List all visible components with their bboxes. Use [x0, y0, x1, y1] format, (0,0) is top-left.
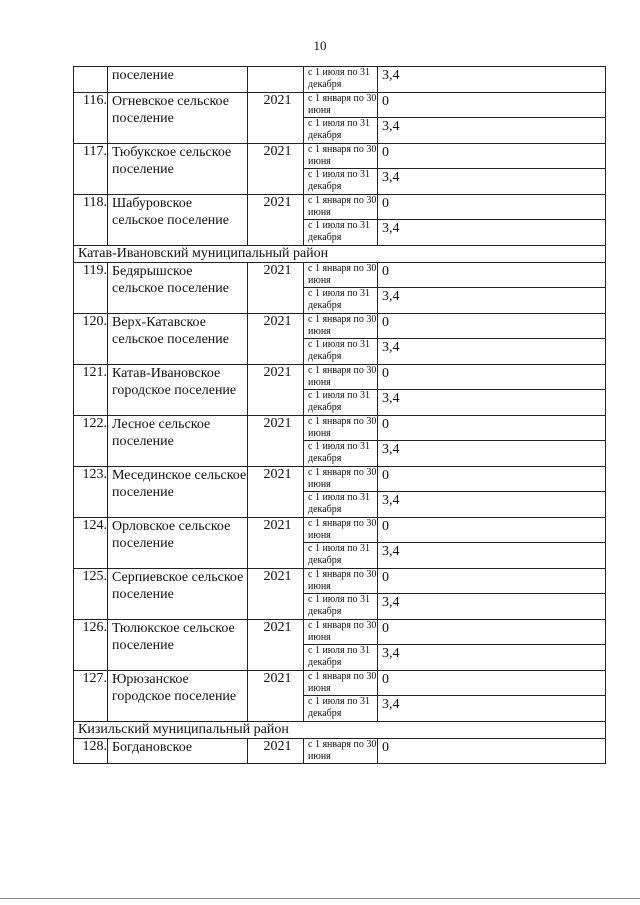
table-row	[74, 416, 606, 441]
rate-cell: 0	[378, 620, 606, 645]
period-cell: с 1 июля по 31 декабря	[304, 339, 378, 365]
rate-cell: 3,4	[378, 492, 606, 518]
year-cell: 2021	[248, 671, 304, 722]
settlement-name: Серпиевское сельское поселение	[108, 569, 248, 620]
period-cell: с 1 июля по 31 декабря	[304, 594, 378, 620]
period-cell: с 1 июля по 31 декабря	[304, 220, 378, 246]
period-cell: с 1 июля по 31 декабря	[304, 288, 378, 314]
row-number: 125.	[74, 569, 108, 620]
row-number: 118.	[74, 195, 108, 246]
period-cell: с 1 января по 30 июня	[304, 671, 378, 696]
period-cell: с 1 июля по 31 декабря	[304, 441, 378, 467]
rate-cell: 3,4	[378, 169, 606, 195]
continuation-row	[74, 67, 606, 93]
period-cell: с 1 января по 30 июня	[304, 263, 378, 288]
period-cell: с 1 января по 30 июня	[304, 195, 378, 220]
table-row	[74, 467, 606, 492]
settlement-name: Огневское сельское поселение	[108, 93, 248, 144]
year-cell: 2021	[248, 739, 304, 764]
period-cell: с 1 июля по 31 декабря	[304, 118, 378, 144]
settlement-name: Орловское сельское поселение	[108, 518, 248, 569]
row-number: 127.	[74, 671, 108, 722]
rate-cell: 0	[378, 263, 606, 288]
year-cell: 2021	[248, 620, 304, 671]
period-cell: с 1 июля по 31 декабря	[304, 390, 378, 416]
rate-cell: 0	[378, 467, 606, 492]
table-row	[74, 263, 606, 288]
settlement-name: Шабуровское сельское поселение	[108, 195, 248, 246]
rate-cell: 0	[378, 93, 606, 118]
settlement-name: поселение	[108, 67, 248, 93]
period-cell: с 1 июля по 31 декабря	[304, 169, 378, 195]
settlement-name: Тюбукское сельское поселение	[108, 144, 248, 195]
period-cell: с 1 июля по 31 декабря	[304, 492, 378, 518]
table-row	[74, 620, 606, 645]
period-cell: с 1 июля по 31 декабря	[304, 696, 378, 722]
page-number: 10	[313, 38, 327, 53]
rate-cell: 0	[378, 195, 606, 220]
rate-cell: 3,4	[378, 645, 606, 671]
row-number: 122.	[74, 416, 108, 467]
year-cell: 2021	[248, 263, 304, 314]
rate-cell: 3,4	[378, 118, 606, 144]
period-cell: с 1 июля по 31 декабря	[304, 645, 378, 671]
period-cell: с 1 января по 30 июня	[304, 518, 378, 543]
row-number: 124.	[74, 518, 108, 569]
rate-cell: 0	[378, 314, 606, 339]
settlement-name: Катав-Ивановское городское поселение	[108, 365, 248, 416]
rate-cell: 0	[378, 365, 606, 390]
row-number: 123.	[74, 467, 108, 518]
bottom-rule	[0, 898, 640, 899]
settlement-name: Богдановское	[108, 739, 248, 764]
table-row	[74, 739, 606, 764]
rate-cell: 0	[378, 518, 606, 543]
period-cell: с 1 июля по 31 декабря	[304, 67, 378, 93]
rate-cell: 0	[378, 739, 606, 764]
year-cell: 2021	[248, 569, 304, 620]
row-number	[74, 67, 108, 93]
rate-cell: 0	[378, 144, 606, 169]
row-number: 116.	[74, 93, 108, 144]
year-cell: 2021	[248, 365, 304, 416]
period-cell: с 1 января по 30 июня	[304, 314, 378, 339]
period-cell: с 1 января по 30 июня	[304, 569, 378, 594]
period-cell: с 1 января по 30 июня	[304, 144, 378, 169]
rate-cell: 3,4	[378, 390, 606, 416]
table-row	[74, 365, 606, 390]
settlement-name: Бедярышское сельское поселение	[108, 263, 248, 314]
district-header-row	[74, 246, 606, 263]
period-cell: с 1 января по 30 июня	[304, 93, 378, 118]
period-cell: с 1 июля по 31 декабря	[304, 543, 378, 569]
year-cell: 2021	[248, 467, 304, 518]
table-row	[74, 671, 606, 696]
row-number: 126.	[74, 620, 108, 671]
table-row	[74, 569, 606, 594]
year-cell: 2021	[248, 195, 304, 246]
rate-cell: 3,4	[378, 220, 606, 246]
settlement-name: Тюлюкское сельское поселение	[108, 620, 248, 671]
table-row	[74, 144, 606, 169]
rate-cell: 3,4	[378, 288, 606, 314]
rate-cell: 0	[378, 569, 606, 594]
district-name: Катав-Ивановский муниципальный район	[74, 246, 606, 263]
period-cell: с 1 января по 30 июня	[304, 739, 378, 764]
year-cell: 2021	[248, 416, 304, 467]
rate-cell: 0	[378, 416, 606, 441]
year-cell	[248, 67, 304, 93]
row-number: 120.	[74, 314, 108, 365]
year-cell: 2021	[248, 144, 304, 195]
rate-cell: 3,4	[378, 696, 606, 722]
rate-cell: 3,4	[378, 543, 606, 569]
table-row	[74, 93, 606, 118]
settlement-name: Лесное сельское поселение	[108, 416, 248, 467]
table-row	[74, 195, 606, 220]
period-cell: с 1 января по 30 июня	[304, 620, 378, 645]
table-row	[74, 314, 606, 339]
district-header-row	[74, 722, 606, 739]
rate-cell: 3,4	[378, 441, 606, 467]
row-number: 121.	[74, 365, 108, 416]
year-cell: 2021	[248, 518, 304, 569]
row-number: 128.	[74, 739, 108, 764]
settlement-name: Месединское сельское поселение	[108, 467, 248, 518]
rates-table-body	[74, 67, 606, 764]
period-cell: с 1 января по 30 июня	[304, 416, 378, 441]
settlement-name: Верх-Катавское сельское поселение	[108, 314, 248, 365]
year-cell: 2021	[248, 93, 304, 144]
table-row	[74, 518, 606, 543]
rate-cell: 3,4	[378, 67, 606, 93]
rates-table	[73, 66, 606, 764]
rate-cell: 0	[378, 671, 606, 696]
rate-cell: 3,4	[378, 339, 606, 365]
period-cell: с 1 января по 30 июня	[304, 467, 378, 492]
rate-cell: 3,4	[378, 594, 606, 620]
row-number: 117.	[74, 144, 108, 195]
district-name: Кизильский муниципальный район	[74, 722, 606, 739]
year-cell: 2021	[248, 314, 304, 365]
period-cell: с 1 января по 30 июня	[304, 365, 378, 390]
settlement-name: Юрюзанское городское поселение	[108, 671, 248, 722]
row-number: 119.	[74, 263, 108, 314]
